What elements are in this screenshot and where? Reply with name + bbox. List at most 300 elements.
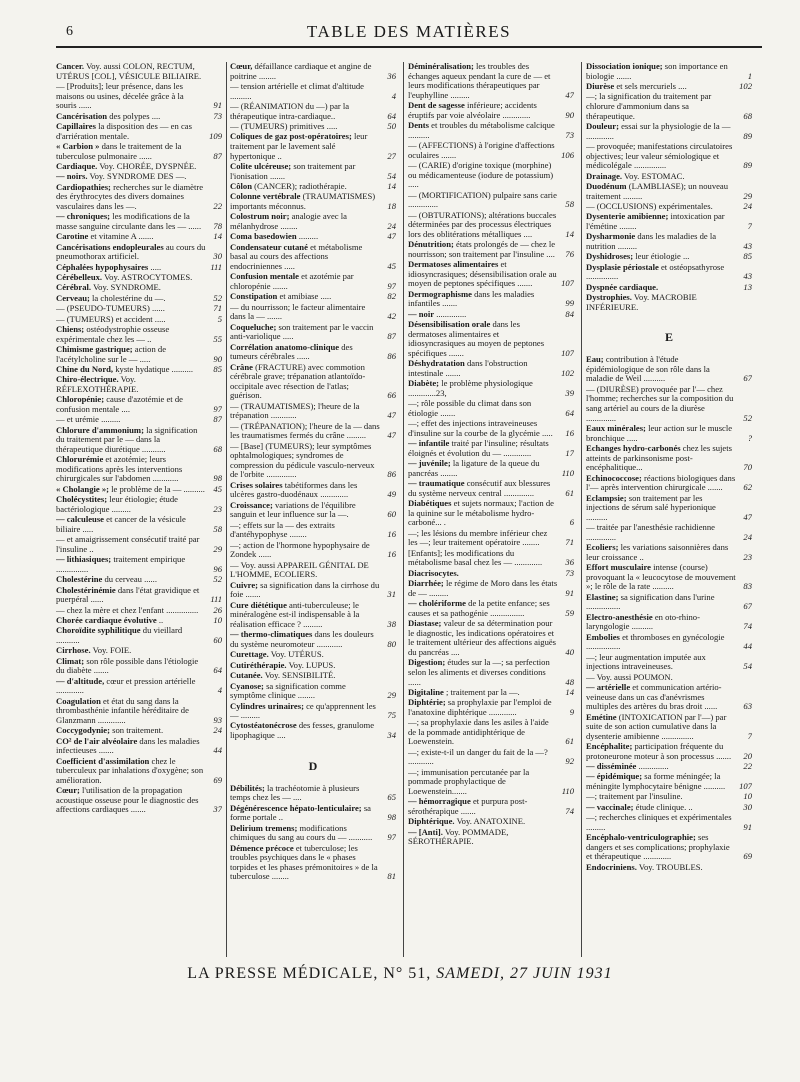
index-entry	[408, 260, 574, 289]
index-entry	[586, 613, 752, 632]
entry-text: — (PSEUDO-TUMEURS) ......	[56, 303, 165, 314]
entry-term: Chloropénie;	[56, 394, 105, 405]
entry-text: Voy. FOIE.	[92, 645, 132, 656]
index-entry	[56, 786, 222, 815]
entry-page-number: 86	[387, 351, 396, 362]
entry-page-number: 85	[213, 363, 222, 374]
entry-term: Démence précoce	[230, 842, 294, 853]
index-entry	[408, 211, 574, 240]
entry-term: — calculeuse	[56, 514, 104, 525]
entry-term: Diastase;	[408, 618, 442, 629]
entry-page-number: 73	[565, 129, 574, 140]
entry-text: la ligature de la queue du pancréas ........	[408, 458, 540, 478]
index-entry	[586, 833, 752, 862]
entry-term: Diphtérique.	[408, 816, 455, 827]
entry-page-number: 98	[213, 473, 222, 484]
entry-text: et vitamine A .......	[90, 231, 154, 242]
entry-text: dans l'obstruction intestinale .......	[408, 358, 528, 378]
entry-page-number: 97	[387, 280, 396, 291]
entry-page-number: 63	[743, 701, 752, 712]
index-entry	[586, 202, 752, 212]
entry-page-number: 71	[565, 537, 574, 548]
index-entry	[230, 601, 396, 630]
entry-page-number: 52	[213, 292, 222, 303]
entry-page-number: 82	[387, 291, 396, 302]
entry-text: dans les maladies infectieuses .......	[56, 735, 200, 756]
entry-text: Voy. MACROBIE INFÉRIEURE.	[586, 292, 697, 312]
index-entry	[230, 192, 396, 211]
entry-text: ..............	[436, 308, 467, 319]
index-entry	[408, 797, 574, 816]
entry-page-number: 102	[739, 80, 752, 91]
entry-page-number: 90	[213, 353, 222, 364]
entry-page-number: 64	[213, 665, 222, 676]
entry-page-number: 68	[213, 443, 222, 454]
entry-text: — (RÉANIMATION du —) par la thérapeutique intra-cardiaque..	[230, 100, 350, 121]
index-entry	[586, 385, 752, 423]
index-entry	[56, 62, 222, 81]
entry-term: Dermographisme	[408, 288, 472, 299]
entry-term: Echanges hydro-carbonés	[586, 442, 681, 453]
entry-text: —; leur augmentation imputée aux injections intraveineuses.	[586, 651, 706, 672]
entry-text: cœur et pression artérielle .............	[56, 675, 196, 696]
entry-text: de la petite enfance; ses causes et sa pathogénie ................	[408, 598, 550, 618]
entry-text: —; effet des injections intraveineuses d'insuline sur la courbe de la glycémie .....	[408, 418, 553, 438]
entry-term: Capillaires	[56, 120, 96, 131]
index-entry	[56, 606, 222, 616]
index-entry	[586, 122, 752, 141]
entry-text: et sujets normaux; l'action de la quinine sur le métabolisme hydro-carboné... .	[408, 498, 554, 528]
entry-text: Voy. LUPUS.	[288, 659, 336, 670]
entry-term: Dissociation ionique;	[586, 62, 663, 71]
entry-term: Encéphalite;	[586, 741, 633, 752]
entry-text: la cholestérine du —.	[92, 292, 166, 303]
entry-page-number: 107	[561, 347, 574, 358]
entry-page-number: 109	[209, 130, 222, 141]
entry-term: Dystrophies.	[586, 292, 632, 303]
entry-page-number: 16	[387, 549, 396, 560]
entry-term: Ecoliers;	[586, 542, 619, 553]
entry-page-number: 68	[743, 110, 752, 121]
issue-date: SAMEDI, 27 JUIN 1931	[436, 965, 613, 982]
index-entry	[230, 521, 396, 540]
entry-term: Déshydratation	[408, 358, 465, 369]
entry-text: (CANCER); radiothérapie.	[254, 180, 347, 191]
index-entry	[408, 359, 574, 378]
index-entry	[56, 304, 222, 314]
entry-page-number: 52	[213, 574, 222, 585]
index-entry	[230, 702, 396, 721]
entry-text: (FRACTURE) avec commotion cérébrale grave; trépanation atlantoïdo-occipitale avec résection de l'atlas; guérison.	[230, 361, 366, 401]
entry-text: kyste hydatique ..........	[115, 363, 194, 374]
entry-term: — noir	[408, 308, 435, 319]
index-entry	[56, 375, 222, 394]
entry-page-number: 30	[743, 801, 752, 812]
index-entry	[586, 494, 752, 523]
index-entry	[586, 772, 752, 791]
entry-page-number: 24	[743, 200, 752, 211]
index-entry	[56, 162, 222, 172]
index-column-4	[586, 62, 752, 957]
entry-page-number: 93	[213, 714, 222, 725]
entry-term: Cerveau;	[56, 292, 90, 303]
entry-text: leur étiologie; étude bactériologique .........	[56, 494, 178, 514]
entry-text: Voy. SENSIBILITÉ.	[264, 670, 336, 681]
index-entry	[56, 283, 222, 293]
entry-page-number: 85	[743, 251, 752, 262]
entry-term: Chlorure d'ammonium;	[56, 424, 144, 435]
entry-term: Cérébral.	[56, 282, 92, 293]
entry-text: et métabolisme basal au cours des affections endocriniennes .....	[230, 241, 363, 271]
index-entry	[408, 310, 574, 320]
entry-text: dans l'état gravidique et puerpéral ......	[56, 584, 200, 605]
entry-page-number: 73	[213, 110, 222, 121]
entry-text: les troubles des échanges aqueux pendant la cure de — et leurs modifications thérapeutiques par l'euphylline .........	[408, 62, 551, 100]
entry-term: — chroniques;	[56, 211, 111, 222]
entry-term: « Carbion »	[56, 140, 100, 151]
entry-page-number: 50	[387, 120, 396, 131]
entry-page-number: 74	[743, 621, 752, 632]
index-entry	[230, 561, 396, 580]
index-entry	[56, 757, 222, 786]
index-entry	[56, 365, 222, 375]
index-entry	[230, 784, 396, 803]
entry-page-number: 36	[565, 557, 574, 568]
index-entry	[408, 479, 574, 498]
entry-text: Voy. ESTOMAC.	[624, 170, 685, 181]
entry-text: le régime de Moro dans les états de — .........	[408, 578, 558, 598]
entry-text: — (OBTURATIONS); altérations buccales déterminées par des processus électriques lors des oblitérations métalliques ....	[408, 209, 557, 239]
entry-text: —; effets sur la — des extraits d'antéhypophyse ........	[230, 519, 335, 540]
index-entry	[56, 515, 222, 534]
index-entry	[408, 141, 574, 160]
entry-term: — traumatique	[408, 478, 465, 489]
entry-page-number: 10	[743, 791, 752, 802]
entry-text: leur étiologie ...	[635, 251, 690, 262]
entry-page-number: 86	[387, 469, 396, 480]
index-entry	[56, 697, 222, 726]
entry-term: Diabète;	[408, 378, 440, 389]
entry-text: traité par l'insuline; résultats éloignés et évolution du — .............	[408, 438, 549, 458]
index-entry	[56, 294, 222, 304]
entry-page-number: 110	[561, 786, 574, 797]
index-entry	[586, 523, 752, 542]
entry-term: Cardiaque.	[56, 160, 98, 171]
entry-page-number: 65	[387, 792, 396, 803]
entry-term: Cutiréthérapie.	[230, 659, 287, 670]
entry-term: Cytostéatonécrose	[230, 720, 297, 731]
index-entry	[56, 646, 222, 656]
entry-page-number: 39	[565, 387, 574, 398]
entry-term: Climat;	[56, 655, 85, 666]
entry-page-number: 36	[387, 70, 396, 81]
entry-text: — [Produits]; leur présence, dans les maisons ou usines, décelée grâce à la souris ......	[56, 80, 184, 111]
entry-page-number: 23	[743, 551, 752, 562]
entry-term: Désensibilisation orale	[408, 319, 491, 330]
index-entry	[230, 442, 396, 480]
entry-text: valeur de sa détermination pour le diagnostic, les indications opératoires et le traitement ultérieur des affections aiguës du pancréas ....	[408, 618, 557, 657]
index-entry	[408, 619, 574, 657]
entry-term: Coliques de gaz post-opératoires;	[230, 131, 352, 142]
entry-text: Voy. ASTROCYTOMES.	[104, 272, 193, 283]
index-entry	[230, 323, 396, 342]
index-entry	[586, 212, 752, 231]
index-entry	[56, 677, 222, 696]
entry-text: —; la signification du traitement par chlorure d'ammonium dans sa thérapeutique.	[586, 91, 712, 121]
entry-term: Cancérisations endopleurales	[56, 241, 164, 252]
entry-text: des fesses, granulome lipophagique ....	[230, 720, 375, 741]
entry-term: Echinococcose;	[586, 472, 642, 483]
section-letter: D	[308, 758, 318, 773]
entry-page-number: 78	[213, 220, 222, 231]
index-entry	[230, 232, 396, 242]
entry-page-number: 24	[213, 725, 222, 736]
entry-term: — juvénile;	[408, 458, 451, 469]
entry-text: Voy. SYNDROME.	[93, 282, 161, 293]
index-entry	[230, 824, 396, 843]
entry-page-number: 54	[743, 661, 752, 672]
entry-text: son importance en biologie .......	[586, 62, 728, 81]
entry-term: Cancer.	[56, 62, 85, 71]
entry-page-number: 102	[561, 367, 574, 378]
index-entry	[408, 599, 574, 618]
entry-text: étude clinique. ..	[635, 801, 693, 812]
entry-term: Cœur,	[230, 62, 253, 71]
index-entry	[56, 142, 222, 161]
entry-text: ce qu'apprennent les — .........	[230, 700, 376, 721]
entry-term: Elastine;	[586, 591, 619, 602]
index-entry	[408, 101, 574, 120]
entry-text: ses dangers et ses complications; prophylaxie et thérapeutique .............	[586, 832, 730, 862]
index-entry	[56, 616, 222, 626]
entry-page-number: 70	[743, 462, 752, 473]
entry-page-number: 1	[747, 70, 752, 81]
index-entry	[408, 240, 574, 259]
entry-page-number: 89	[743, 160, 752, 171]
entry-term: Condensateur cutané	[230, 241, 308, 252]
index-entry	[56, 555, 222, 574]
entry-term: Diabétiques	[408, 498, 452, 509]
entry-page-number: 62	[743, 482, 752, 493]
index-entry	[230, 212, 396, 231]
entry-text: sa prophylaxie par l'emploi de l'anatoxine diphtérique .............	[408, 697, 552, 717]
entry-page-number: 91	[565, 587, 574, 598]
index-entry	[408, 698, 574, 717]
index-entry	[230, 82, 396, 101]
entry-text: —; rôle possible du climat dans son étiologie .......	[408, 398, 532, 418]
entry-term: Cylindres urinaires;	[230, 700, 304, 711]
entry-text: ; traitement par la —.	[445, 686, 520, 697]
entry-page-number: 99	[565, 298, 574, 309]
entry-page-number: 18	[387, 200, 396, 211]
index-entry	[586, 673, 752, 683]
entry-term: Drainage.	[586, 170, 623, 181]
entry-text: son traitement.	[112, 725, 164, 736]
entry-term: Diphtérie;	[408, 697, 446, 708]
entry-page-number: 90	[565, 109, 574, 120]
entry-term: Digestion;	[408, 657, 446, 668]
index-entry	[408, 748, 574, 767]
entry-text: Voy. SYNDROME DES —.	[89, 171, 187, 182]
index-entry	[230, 481, 396, 500]
index-entry	[56, 395, 222, 414]
entry-page-number: 97	[213, 403, 222, 414]
entry-text: et sels mercuriels ....	[616, 80, 687, 91]
index-entry	[586, 355, 752, 384]
entry-page-number: 29	[743, 190, 752, 201]
entry-term: — cholériforme	[408, 598, 466, 609]
entry-text: le problème physiologique .............23,	[408, 378, 533, 398]
entry-text: son traitement par l'ionisation .......	[230, 160, 356, 181]
entry-page-number: 45	[387, 260, 396, 271]
entry-text: — (MORTIFICATION) pulpaire sans carie ..............	[408, 189, 557, 210]
entry-term: Coma basedowien	[230, 231, 297, 242]
entry-page-number: 24	[387, 220, 396, 231]
entry-page-number: 75	[387, 710, 396, 721]
entry-text: —; les lésions du membre inférieur chez les —; leur traitement opératoire ........	[408, 527, 548, 548]
index-entry	[230, 671, 396, 681]
entry-term: Cholestérine	[56, 574, 103, 585]
index-entry	[56, 263, 222, 273]
section-letter: E	[664, 330, 673, 345]
index-entry	[408, 191, 574, 210]
entry-page-number: 60	[213, 634, 222, 645]
entry-text: les variations saisonnières dans leur croissance ..	[586, 542, 729, 562]
entry-text: du vieillard ...........	[56, 625, 183, 645]
entry-text: sa signification comme symptôme clinique ........	[230, 680, 346, 701]
index-entry	[230, 501, 396, 520]
index-entry	[230, 581, 396, 600]
entry-text: —; existe-t-il un danger du fait de la —? ............	[408, 746, 548, 767]
entry-text: Voy. TROUBLES.	[638, 861, 703, 872]
entry-page-number: 45	[213, 483, 222, 494]
entry-text: sa signification dans l'urine ................	[586, 591, 715, 612]
index-entry	[408, 828, 574, 847]
index-entry	[586, 593, 752, 612]
entry-text: dans les maladies de la nutrition .........	[586, 231, 717, 251]
entry-term: — infantile	[408, 438, 450, 449]
entry-term: Corrélation anatomo-clinique	[230, 341, 340, 352]
index-entry	[408, 718, 574, 747]
index-entry	[230, 363, 396, 401]
entry-term: Dent de sagesse	[408, 100, 465, 111]
entry-page-number: 24	[743, 531, 752, 542]
entry-page-number: 14	[213, 231, 222, 242]
index-entry	[408, 579, 574, 598]
entry-page-number: 87	[213, 414, 222, 425]
entry-term: — lithiasiques;	[56, 554, 112, 565]
entry-text: Voy. POMMADE, SÉROTHÉRAPIE.	[408, 826, 509, 847]
entry-text: défaillance cardiaque et angine de poitrine ........	[230, 62, 372, 81]
entry-text: la signification du traitement par le — dans la thérapeutique diurétique ...........	[56, 424, 198, 454]
entry-text: et idiosyncrasiques; désensibilisation orale au moyen de peptones spécifiques .......	[408, 259, 557, 289]
entry-text: — provoquée; manifestations circulatoires objectives; leur valeur sémiologique et médicolégale ...............	[586, 140, 733, 171]
entry-text: — (TRAUMATISMES); l'heure de la trépanation ............	[230, 400, 360, 421]
index-entry	[586, 92, 752, 121]
entry-text: et tuberculose; les troubles psychiques dans le « phases torpides et les phases prémonitoires » de la tuberculose ........	[230, 842, 378, 882]
entry-text: et azotémie par chloropénie .......	[230, 271, 354, 291]
index-entry	[586, 424, 752, 443]
entry-term: Côlon	[230, 180, 252, 191]
entry-text: et état du sang dans la thrombasthénie infantile héréditaire de Glanzmann .............	[56, 695, 189, 725]
index-entry	[56, 495, 222, 514]
entry-term: Eau;	[586, 354, 604, 365]
index-entry	[230, 541, 396, 560]
entry-term: Dysenterie amibienne;	[586, 211, 669, 222]
index-entry	[230, 402, 396, 421]
entry-term: Cuivre;	[230, 579, 259, 590]
entry-text: dans les dermatoses alimentaires et idiosyncrasiques au moyen de peptones spécifiques .......	[408, 319, 545, 358]
entry-page-number: 29	[387, 690, 396, 701]
entry-term: Céphalées hypophysaires	[56, 261, 149, 272]
entry-term: Digitaline	[408, 686, 444, 697]
index-entry	[408, 459, 574, 478]
entry-term: Colostrum noir;	[230, 211, 290, 222]
entry-text: analogie avec la mélanhydrose ........	[230, 211, 347, 231]
entry-page-number: 69	[213, 774, 222, 785]
entry-text: — [Base] (TUMEURS); leur symptômes ophtalmologiques; syndromes de compression du pédicule vasculo-nerveux de l'orbite ..............	[230, 440, 375, 480]
entry-text: — (AFFECTIONS) à l'origine d'affections oculaires .......	[408, 140, 555, 160]
index-entry	[56, 172, 222, 182]
entry-page-number: 96	[213, 563, 222, 574]
entry-page-number: 107	[739, 781, 752, 792]
entry-text: variations de l'équilibre sanguin et leur influence sur la —.	[230, 499, 356, 520]
entry-text: et ostéopsathyrose ...............	[586, 261, 725, 282]
entry-term: — épidémique;	[586, 771, 643, 782]
index-entry	[230, 122, 396, 132]
entry-text: contribution à l'étude épidémiologique de son rôle dans la maladie de Weil ..........	[586, 354, 710, 384]
entry-text: tabétiformes dans les ulcères gastro-duodénaux .............	[230, 479, 358, 500]
entry-text: — Voy. aussi POUMON.	[586, 671, 673, 682]
entry-text: inférieure; accidents éruptifs par voie alvéolaire .............	[408, 100, 537, 120]
entry-page-number: 47	[565, 89, 574, 100]
index-entry	[408, 499, 574, 528]
entry-term: — artérielle	[586, 681, 631, 692]
index-entry	[586, 762, 752, 772]
entry-text: — (OCCLUSIONS) expérimentales.	[586, 200, 713, 211]
index-column-1	[56, 62, 222, 957]
index-entry	[230, 422, 396, 441]
entry-page-number: 20	[743, 750, 752, 761]
index-entry	[408, 768, 574, 797]
entry-page-number: 49	[387, 489, 396, 500]
entry-text: la trachéotomie à plusieurs temps chez les — ....	[230, 782, 360, 803]
index-entry	[56, 657, 222, 676]
index-entry	[230, 162, 396, 181]
index-entry	[56, 426, 222, 455]
entry-page-number: 29	[213, 543, 222, 554]
entry-text: états prolongés de — chez le nourrisson; son traitement par l'insuline ....	[408, 239, 556, 259]
page-title: TABLE DES MATIÈRES	[306, 22, 512, 41]
entry-term: Delirium tremens;	[230, 822, 298, 833]
entry-text: .........	[298, 231, 319, 242]
entry-text: — (TUMEURS) primitives .....	[230, 120, 338, 131]
index-entry	[230, 844, 396, 882]
entry-page-number: 9	[569, 706, 574, 717]
entry-page-number: 110	[561, 467, 574, 478]
entry-text: intoxication par l'émétine ........	[586, 211, 725, 231]
entry-page-number: 69	[743, 851, 752, 862]
index-entry	[408, 399, 574, 418]
entry-text: Voy. UTÉRUS.	[270, 649, 324, 660]
entry-term: — disséminée	[586, 761, 637, 772]
entry-term: Colonne vertébrale	[230, 191, 301, 202]
entry-term: Chlorurémie	[56, 454, 104, 465]
entry-page-number: 73	[565, 567, 574, 578]
entry-page-number: 13	[743, 281, 752, 292]
index-entry	[56, 212, 222, 231]
index-entry	[408, 62, 574, 100]
